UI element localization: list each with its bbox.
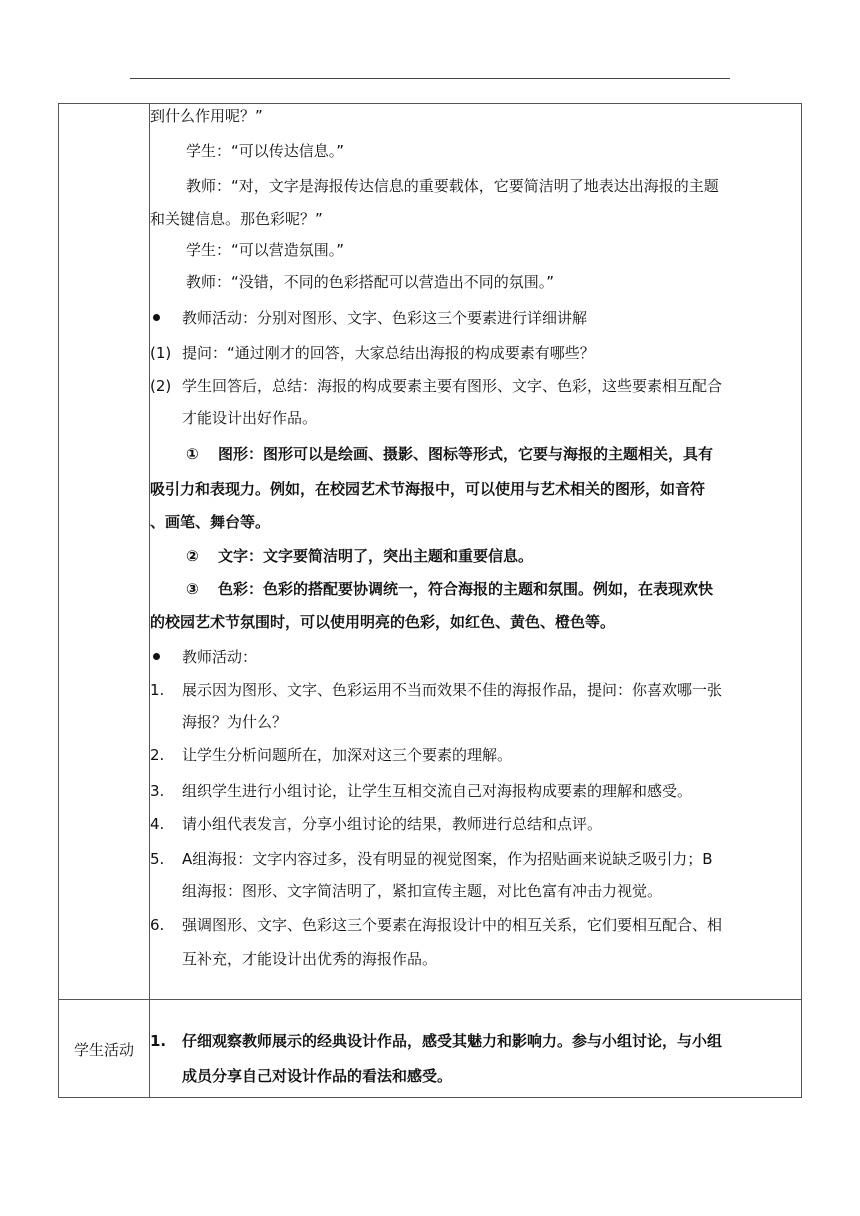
element-text: 文字：文字要简洁明了，突出主题和重要信息。 [218, 547, 534, 565]
header-rule [130, 78, 730, 79]
bullet-icon [153, 314, 160, 321]
column-divider [149, 104, 150, 1097]
list-text: 让学生分析问题所在，加深对这三个要素的理解。 [182, 746, 513, 764]
dialog-line: 学生：“可以营造氛围。” [186, 241, 345, 259]
dialog-line: 和关键信息。那色彩呢？” [150, 210, 323, 228]
circled-number: ① [186, 445, 199, 463]
list-text: 海报？为什么？ [182, 713, 288, 731]
list-text: 学生回答后，总结：海报的构成要素主要有图形、文字、色彩，这些要素相互配合 [182, 377, 723, 395]
list-text: 组织学生进行小组讨论，让学生互相交流自己对海报构成要素的理解和感受。 [182, 782, 693, 800]
circled-number: ③ [186, 580, 199, 598]
list-number: 3. [150, 782, 165, 800]
list-text: 才能设计出好作品。 [182, 409, 318, 427]
element-text: 的校园艺术节氛围时，可以使用明亮的色彩，如红色、黄色、橙色等。 [150, 613, 616, 631]
element-color [186, 579, 713, 599]
circled-number: ② [186, 547, 199, 565]
list-number: (2) [150, 377, 172, 395]
element-text: 色彩：色彩的搭配要协调统一，符合海报的主题和氛围。例如，在表现欢快 [218, 580, 714, 598]
student-list-number: 1. [150, 1032, 167, 1050]
list-number: 2. [150, 746, 165, 764]
student-activity-text: 成员分享自己对设计作品的看法和感受。 [182, 1067, 453, 1085]
student-activity-text: 仔细观察教师展示的经典设计作品，感受其魅力和影响力。参与小组讨论，与小组 [182, 1032, 723, 1050]
bullet-icon [153, 653, 160, 660]
dialog-line: 教师：“没错，不同的色彩搭配可以营造出不同的氛围。” [186, 273, 555, 291]
list-number: 1. [150, 681, 165, 699]
list-number: (1) [150, 344, 172, 362]
element-text: 吸引力和表现力。例如，在校园艺术节海报中，可以使用与艺术相关的图形，如音符 [150, 480, 706, 498]
row-divider [59, 999, 801, 1000]
element-figure [186, 444, 713, 464]
list-number: 6. [150, 916, 165, 934]
list-text: 提问：“通过刚才的回答，大家总结出海报的构成要素有哪些？ [182, 344, 595, 362]
list-text: 组海报：图形、文字简洁明了，紧扣宣传主题，对比色富有冲击力视觉。 [182, 882, 663, 900]
list-text: 互补充，才能设计出优秀的海报作品。 [182, 950, 438, 968]
dialog-line: 学生：“可以传达信息。” [186, 142, 345, 160]
dialog-line: 教师：“对，文字是海报传达信息的重要载体，它要简洁明了地表达出海报的主题 [186, 177, 719, 195]
bullet-text: 教师活动： [182, 648, 258, 666]
list-number: 4. [150, 815, 165, 833]
list-text: A组海报：文字内容过多，没有明显的视觉图案，作为招贴画来说缺乏吸引力；B [182, 850, 713, 868]
list-text: 请小组代表发言，分享小组讨论的结果，教师进行总结和点评。 [182, 815, 603, 833]
element-text: 图形：图形可以是绘画、摄影、图标等形式，它要与海报的主题相关，具有 [218, 445, 714, 463]
student-activity-label: 学生活动 [73, 1040, 134, 1059]
list-text: 强调图形、文字、色彩这三个要素在海报设计中的相互关系，它们要相互配合、相 [182, 916, 723, 934]
element-text: 、画笔、舞台等。 [150, 513, 271, 531]
text-line: 到什么作用呢？” [150, 107, 263, 125]
list-text: 展示因为图形、文字、色彩运用不当而效果不佳的海报作品，提问：你喜欢哪一张 [182, 681, 723, 699]
element-text-block [186, 546, 533, 566]
bullet-text: 教师活动：分别对图形、文字、色彩这三个要素进行详细讲解 [182, 309, 588, 327]
list-number: 5. [150, 850, 165, 868]
